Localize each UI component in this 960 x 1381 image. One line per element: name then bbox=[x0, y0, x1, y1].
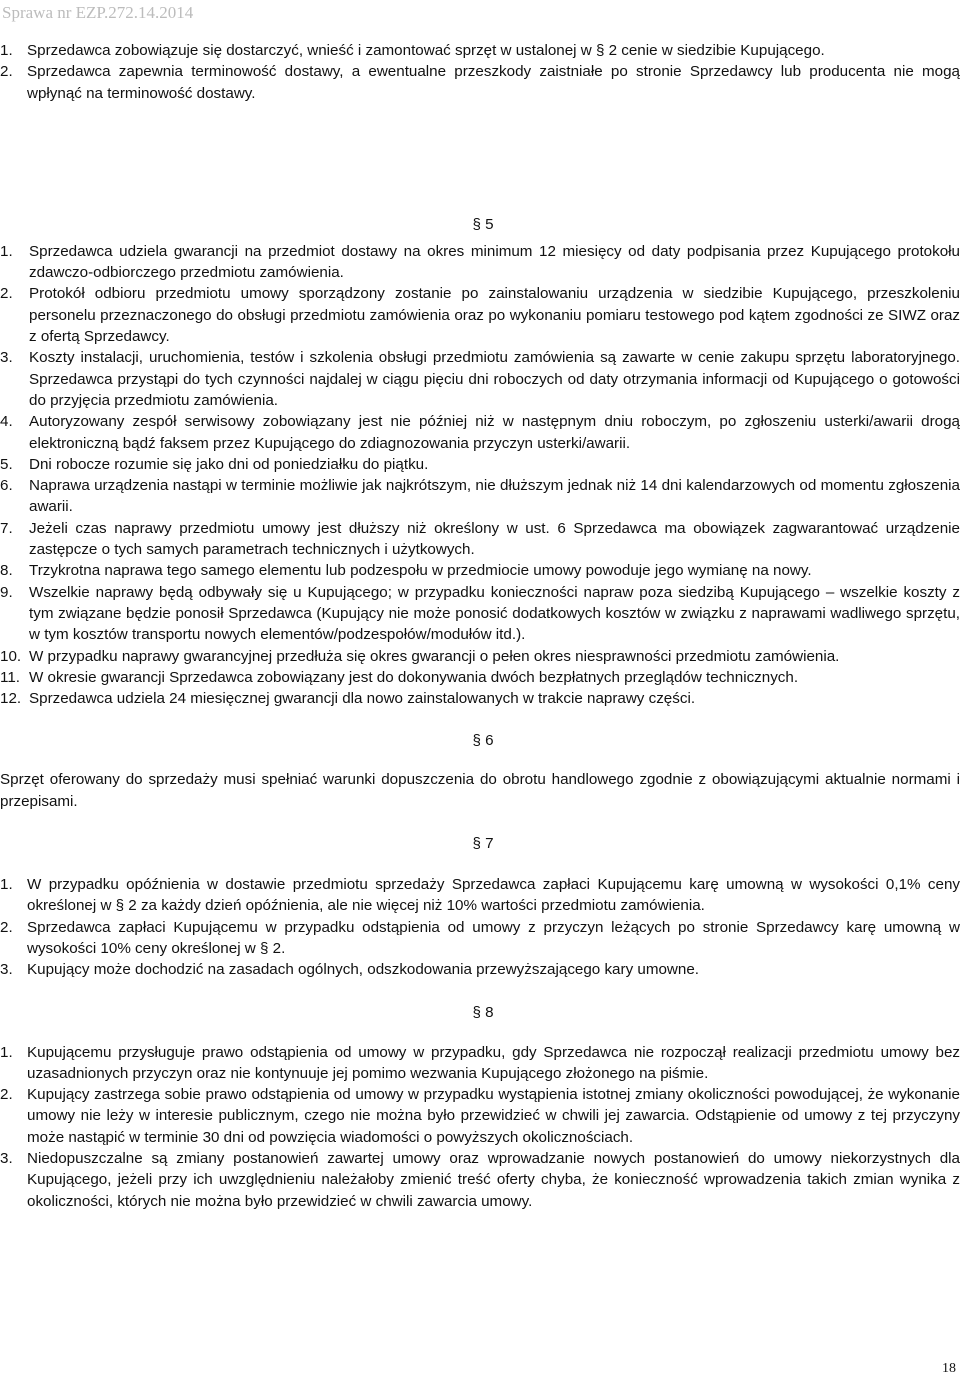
item-number: 1. bbox=[0, 876, 13, 894]
list-item bbox=[0, 347, 960, 411]
item-text: Dni robocze rozumie się jako dni od poniedziałku do piątku. bbox=[29, 455, 429, 473]
list-item bbox=[0, 241, 960, 284]
document-body bbox=[0, 40, 960, 1212]
list-item bbox=[0, 518, 960, 561]
list-item bbox=[0, 1084, 960, 1148]
list-item bbox=[0, 646, 960, 667]
list-item bbox=[0, 917, 960, 960]
section-heading: § 5 bbox=[472, 215, 494, 233]
section-7-list bbox=[0, 874, 960, 980]
item-number: 4. bbox=[0, 413, 13, 431]
item-text: Niedopuszczalne są zmiany postanowień zawartej umowy oraz wprowadzanie nowych postanowień do umowy niekorzystnych dla Kupującego, jeżeli przy ich uwzględnieniu należałoby zmienić treść oferty chyba, że konieczność wprowadzenia takich zmian wynika z okoliczności, których nie można było przewidzieć w chwili zawarcia umowy. bbox=[27, 1149, 960, 1210]
item-number: 2. bbox=[0, 1086, 13, 1104]
item-number: 7. bbox=[0, 519, 13, 537]
item-text: Sprzedawca zobowiązuje się dostarczyć, wnieść i zamontować sprzęt w ustalonej w § 2 cenie w siedzibie Kupującego. bbox=[27, 42, 825, 59]
item-text: Naprawa urządzenia nastąpi w terminie możliwie jak najkrótszym, nie dłuższym jednak niż 14 dni kalendarzowych od momentu zgłoszenia awarii. bbox=[29, 477, 960, 516]
list-item bbox=[0, 1148, 960, 1212]
list-item bbox=[0, 959, 960, 980]
item-number: 1. bbox=[0, 42, 13, 59]
page-number: 18 bbox=[942, 1361, 956, 1376]
item-text: Sprzedawca zapewnia terminowość dostawy, a ewentualne przeszkody zaistniałe po stronie Sprzedawcy lub producenta nie mogą wpłynąć na terminowość dostawy. bbox=[27, 63, 960, 102]
item-number: 3. bbox=[0, 349, 13, 367]
item-text: Koszty instalacji, uruchomienia, testów i szkolenia obsługi przedmiotu zamówienia są zawarte w cenie zakupu sprzętu laboratoryjnego. Sprzedawca przystąpi do tych czynności najdalej w ciągu pięciu dni roboczych od daty otrzymania informacji od Kupującego o gotowości do przyjęcia przedmiotu zamówienia. bbox=[29, 349, 960, 409]
item-number: 1. bbox=[0, 242, 13, 260]
item-number: 3. bbox=[0, 1149, 13, 1167]
intro-list bbox=[0, 40, 960, 104]
item-text: Autoryzowany zespół serwisowy zobowiązany jest nie później niż w następnym dniu roboczym, po zgłoszeniu usterki/awarii drogą elektroniczną bądź faksem przez Kupującego do zdiagnozowania przyczyn usterki/awarii. bbox=[29, 413, 960, 452]
item-number: 2. bbox=[0, 918, 13, 936]
item-text: Jeżeli czas naprawy przedmiotu umowy jest dłuższy niż określony w ust. 6 Sprzedawca ma obowiązek zagwarantować urządzenie zastępcze o tych samych parametrach technicznych i użytkowych. bbox=[29, 519, 960, 559]
item-text: Sprzedawca udziela 24 miesięcznej gwarancji dla nowo zainstalowanych w trakcie naprawy części. bbox=[29, 690, 696, 708]
list-item bbox=[0, 1042, 960, 1085]
item-text: W przypadku naprawy gwarancyjnej przedłuża się okres gwarancji o pełen okres niesprawności przedmiotu zamówienia. bbox=[29, 647, 840, 665]
item-number: 2. bbox=[0, 285, 13, 303]
item-number: 10. bbox=[0, 647, 22, 665]
item-number: 1. bbox=[0, 1043, 13, 1061]
list-item bbox=[0, 688, 960, 709]
item-number: 5. bbox=[0, 455, 13, 473]
item-text: W okresie gwarancji Sprzedawca zobowiązany jest do dokonywania dwóch bezpłatnych przeglądów technicznych. bbox=[29, 668, 799, 686]
item-number: 11. bbox=[0, 668, 20, 686]
list-item bbox=[0, 582, 960, 646]
section-8-list bbox=[0, 1042, 960, 1212]
section-5-list bbox=[0, 241, 960, 710]
item-text: Trzykrotna naprawa tego samego elementu lub podzespołu w przedmiocie umowy powoduje jego wymianę na nowy. bbox=[29, 562, 812, 580]
item-text: Wszelkie naprawy będą odbywały się u Kupującego; w przypadku konieczności napraw poza siedzibą Kupującego – wszelkie koszty z tym związane będzie ponosił Sprzedawca (Kupujący nie może ponosić dodatkowych kosztów w związku z naprawami wadliwego sprzętu, w tym kosztów transportu nowych elementów/podzespołów/modułów itd.). bbox=[29, 583, 960, 644]
section-heading: § 7 bbox=[472, 835, 494, 853]
item-number: 9. bbox=[0, 583, 13, 601]
item-number: 12. bbox=[0, 690, 22, 708]
list-item bbox=[0, 667, 960, 688]
list-item bbox=[0, 283, 960, 347]
list-item bbox=[0, 61, 960, 104]
item-text: W przypadku opóźnienia w dostawie przedmiotu sprzedaży Sprzedawca zapłaci Kupującemu karę umowną w wysokości 0,1% ceny określonej w § 2 za każdy dzień opóźnienia, ale nie więcej niż 10% wartości przedmiotu zamówienia. bbox=[27, 876, 960, 915]
list-item bbox=[0, 454, 960, 475]
section-heading: § 8 bbox=[472, 1003, 494, 1021]
item-number: 2. bbox=[0, 63, 13, 81]
section-heading: § 6 bbox=[472, 732, 494, 750]
item-text: Kupujący zastrzega sobie prawo odstąpienia od umowy w przypadku wystąpienia istotnej zmiany okoliczności powodującej, że wykonanie umowy nie leży w interesie publicznym, czego nie można było przewidzieć w chwili jej zawarcia. Odstąpienie od umowy z tej przyczyny może nastąpić w terminie 30 dni od powzięcia wiadomości o powyższych okolicznościach. bbox=[27, 1086, 960, 1146]
item-text: Kupującemu przysługuje prawo odstąpienia od umowy w przypadku, gdy Sprzedawca nie rozpoczął realizacji przedmiotu umowy bez uzasadnionych przyczyn oraz nie kontynuuje jej pomimo wezwania Kupującego złożonego na piśmie. bbox=[27, 1043, 960, 1082]
list-item bbox=[0, 40, 960, 61]
item-text: Sprzedawca zapłaci Kupującemu w przypadku odstąpienia od umowy z przyczyn leżących po stronie Sprzedawcy karę umowną w wysokości 10% ceny określonej w § 2. bbox=[27, 918, 960, 957]
list-item bbox=[0, 411, 960, 454]
item-number: 8. bbox=[0, 562, 13, 580]
item-number: 6. bbox=[0, 477, 13, 495]
item-text: Protokół odbioru przedmiotu umowy sporządzony zostanie po zainstalowaniu urządzenia w siedzibie Kupującego, przeszkoleniu personelu przeznaczonego do obsługi przedmiotu zamówienia oraz po wykonaniu pomiaru testowego pod kątem zgodności ze SIWZ oraz z ofertą Sprzedawcy. bbox=[29, 285, 960, 346]
list-item bbox=[0, 560, 960, 581]
item-number: 3. bbox=[0, 961, 13, 979]
list-item bbox=[0, 874, 960, 917]
section-6-paragraph: Sprzęt oferowany do sprzedaży musi spełniać warunki dopuszczenia do obrotu handlowego zgodnie z obowiązującymi aktualnie normami i przepisami. bbox=[0, 771, 960, 810]
item-text: Kupujący może dochodzić na zasadach ogólnych, odszkodowania przewyższającego kary umowne. bbox=[27, 961, 700, 979]
document-header: Sprawa nr EZP.272.14.2014 bbox=[0, 0, 262, 28]
list-item bbox=[0, 475, 960, 518]
item-text: Sprzedawca udziela gwarancji na przedmiot dostawy na okres minimum 12 miesięcy od daty podpisania przez Kupującego protokołu zdawczo-odbiorczego przedmiotu zamówienia. bbox=[29, 242, 960, 282]
